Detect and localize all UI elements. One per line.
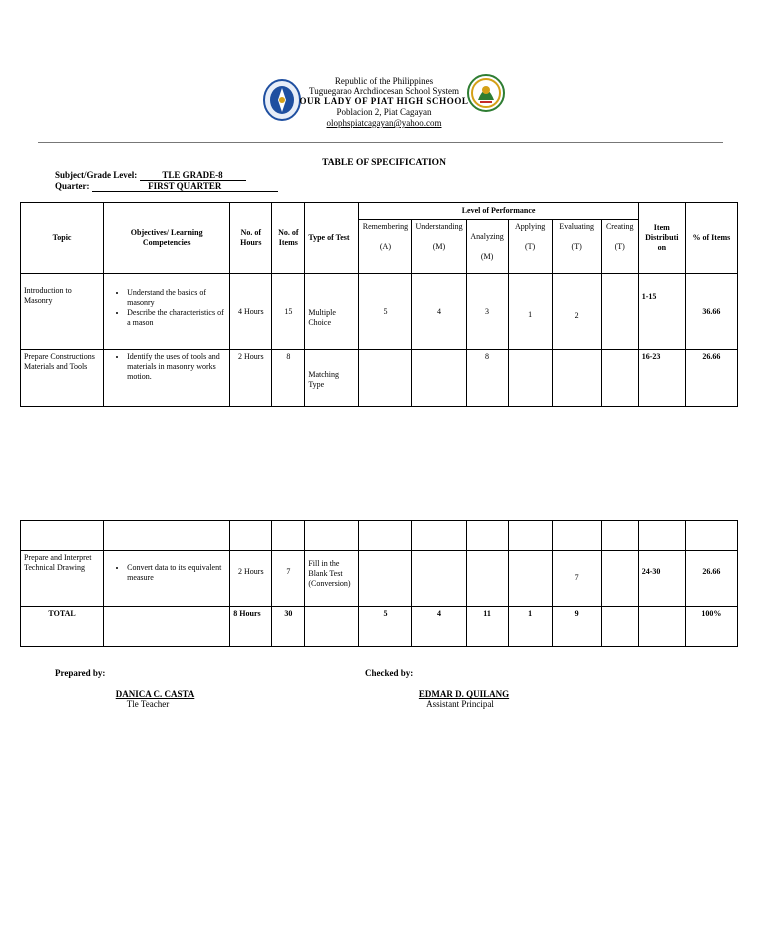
header-level: Level of Performance [359,203,638,220]
row3-hours: 2 Hours [230,551,272,607]
total-evaluating: 9 [552,607,601,647]
row3-evaluating: 7 [552,551,601,607]
subject-line [55,170,246,181]
total-hours: 8 Hours [230,607,272,647]
checked-by-label: Checked by: [365,668,414,678]
quarter-label: Quarter: [55,181,90,191]
row3-applying [508,551,552,607]
row2-objectives [104,350,230,407]
row3-distribution: 24-30 [638,551,685,607]
evaluating-label: Evaluating [559,222,594,231]
table-row [21,350,738,407]
prepared-by-role: Tle Teacher [126,699,170,709]
specification-table-continued [20,520,738,647]
header-republic: Republic of the Philippines [334,76,434,86]
header-remembering [359,220,412,274]
row1-remembering: 5 [359,274,412,350]
total-remembering: 5 [359,607,412,647]
creating-code: (T) [614,242,625,251]
analyzing-code: (M) [480,252,494,261]
row3-remembering [359,551,412,607]
remembering-code: (A) [379,242,391,251]
row1-objective-1: • Understand the basics of masonry [127,288,226,308]
row2-items: 8 [272,350,305,407]
header-type: Type of Test [305,203,359,274]
row3-objectives [104,551,230,607]
evaluating-code: (T) [571,242,582,251]
total-type [305,607,359,647]
quarter-line [55,181,278,192]
row1-hours: 4 Hours [230,274,272,350]
header-percent: % of Items [685,203,737,274]
header-email: olophspiatcagayan@yahoo.com [326,118,442,128]
header-distribution: Item Distributi on [638,203,685,274]
header-evaluating [552,220,601,274]
table-row-total [21,607,738,647]
row1-percent: 36.66 [685,274,737,350]
header-address: Poblacion 2, Piat Cagayan [336,107,432,117]
total-applying: 1 [508,607,552,647]
checked-by-role: Assistant Principal [426,699,494,709]
prepared-by-name: DANICA C. CASTA [115,689,195,699]
header-school-name: OUR LADY OF PIAT HIGH SCHOOL [299,96,469,106]
row3-type: Fill in the Blank Test (Conversion) [305,551,359,607]
row1-items: 15 [272,274,305,350]
row1-objective-2: • Describe the characteristics of a mason [127,308,226,328]
quarter-value: FIRST QUARTER [92,181,278,192]
prepared-by-label: Prepared by: [55,668,106,678]
row1-creating [601,274,638,350]
total-label: TOTAL [21,607,104,647]
row2-distribution: 16-23 [638,350,685,407]
header-understanding [412,220,466,274]
row3-objective-1: • Convert data to its equivalent measure [127,563,226,583]
header-analyzing [466,220,508,274]
subject-value: TLE GRADE-8 [140,170,246,181]
checked-by-name: EDMAR D. QUILANG [418,689,510,699]
row2-hours: 2 Hours [230,350,272,407]
row3-percent: 26.66 [685,551,737,607]
header-applying [508,220,552,274]
analyzing-label: Analyzing [470,232,504,241]
row3-creating [601,551,638,607]
remembering-label: Remembering [362,222,409,231]
header-creating [601,220,638,274]
total-distribution [638,607,685,647]
row1-distribution: 1-15 [638,274,685,350]
row3-topic: Prepare and Interpret Technical Drawing [21,551,104,607]
table-row [21,551,738,607]
understanding-code: (M) [432,242,446,251]
table-row [21,274,738,350]
table-row-empty [21,521,738,551]
row1-evaluating: 2 [552,274,601,350]
row1-understanding: 4 [412,274,466,350]
total-understanding: 4 [412,607,466,647]
row2-analyzing: 8 [466,350,508,407]
header-hours: No. of Hours [230,203,272,274]
row3-understanding [412,551,466,607]
specification-table [20,202,738,407]
row2-topic: Prepare Constructions Materials and Tools [21,350,104,407]
header-divider [38,142,723,143]
applying-code: (T) [524,242,536,251]
row1-objectives [104,274,230,350]
row2-understanding [412,350,466,407]
row3-items: 7 [272,551,305,607]
total-items: 30 [272,607,305,647]
row1-applying: 1 [508,274,552,350]
creating-label: Creating [605,222,634,231]
total-creating [601,607,638,647]
row2-objective-1: • Identify the uses of tools and materials in masonry works motion. [127,352,226,382]
total-analyzing: 11 [466,607,508,647]
header-items: No. of Items [272,203,305,274]
total-objectives [104,607,230,647]
row1-type: Multiple Choice [305,274,359,350]
document-title: TABLE OF SPECIFICATION [322,158,446,168]
applying-label: Applying [514,222,546,231]
header-topic: Topic [21,203,104,274]
row2-type: Matching Type [305,350,359,407]
understanding-label: Understanding [415,222,463,231]
row2-applying [508,350,552,407]
row1-topic [21,274,104,350]
subject-label: Subject/Grade Level: [55,170,138,180]
row2-evaluating [552,350,601,407]
row1-topic-text: Introduction to Masonry [24,286,72,305]
total-percent: 100% [685,607,737,647]
row3-analyzing [466,551,508,607]
row2-creating [601,350,638,407]
row2-remembering [359,350,412,407]
row1-analyzing: 3 [466,274,508,350]
row2-percent: 26.66 [685,350,737,407]
header-objectives: Objectives/ Learning Competencies [104,203,230,274]
header-school-system: Tuguegarao Archdiocesan School System [309,86,459,96]
